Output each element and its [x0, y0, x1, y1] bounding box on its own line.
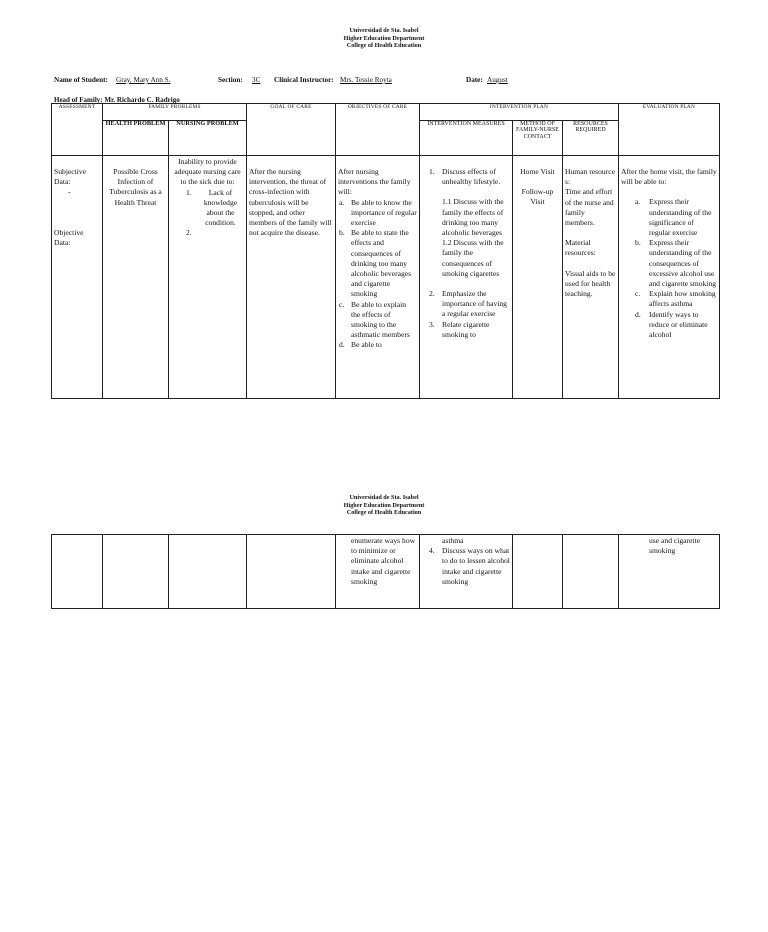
- intervention-marker: 2.: [429, 289, 435, 299]
- assessment-header: ASSESSMENT: [52, 104, 103, 156]
- health-problem-cell: [103, 535, 169, 609]
- assessment-cell: [52, 156, 103, 399]
- evaluation-marker: d.: [635, 309, 641, 319]
- page1-header: [0, 27, 768, 50]
- resources-human-label: Human resource s:: [565, 167, 615, 187]
- college-name: College of Health Education: [346, 509, 422, 517]
- goal-text: After the nursing intervention, the threat of cross-infection with tuberculosis will be stopped, and other members of the family will not acquire the disease.: [249, 167, 332, 238]
- intervention-plan-header: INTERVENTION PLAN: [420, 104, 619, 121]
- evaluation-d: Identify ways to reduce or eliminate alcohol: [649, 309, 708, 340]
- objectives-cell: [336, 156, 420, 399]
- intervention-measures-cell: [420, 156, 513, 399]
- college-name: College of Health Education: [346, 42, 422, 50]
- evaluation-marker: a.: [635, 197, 641, 207]
- family-problems-header: FAMILY PROBLEMS: [103, 104, 247, 121]
- university-name: Universidad de Sta. Isabel: [349, 494, 419, 501]
- goal-of-care-header: GOAL OF CARE: [247, 104, 336, 156]
- student-value: Gray, Mary Ann S.: [116, 76, 171, 84]
- nursing-item-number: 2.: [186, 228, 192, 238]
- nursing-item-text: Lack of knowledge about the condition.: [203, 187, 238, 228]
- resources-cell: [563, 535, 619, 609]
- intervention-marker: 1.: [429, 167, 435, 176]
- department-name: Higher Education Department: [343, 501, 425, 509]
- objectives-of-care-header: OBJECTIVES OF CARE: [336, 104, 420, 156]
- intervention-1: Discuss effects of unhealthy lifestyle.: [442, 167, 501, 187]
- resources-cell: [563, 156, 619, 399]
- objective-marker: a.: [339, 197, 345, 207]
- care-plan-table-continued: [51, 534, 720, 609]
- nursing-problem-intro: Inability to provide adequate nursing care to the sick due to:: [174, 157, 241, 187]
- evaluation-b: Express their understanding of the consequences of excessive alcohol use and cigarette smoking: [649, 238, 717, 289]
- objectives-cell: [336, 535, 420, 609]
- intervention-1-1: 1.1 Discuss with the family the effects of drinking too many alcoholic beverages: [442, 197, 504, 238]
- objectives-intro: After nursing interventions the family will:: [338, 167, 411, 197]
- method-of-contact-header: METHOD OF FAMILY-NURSE CONTACT: [513, 121, 563, 156]
- objective-marker: c.: [339, 299, 345, 309]
- objective-a: Be able to know the importance of regular exercise: [351, 197, 417, 228]
- table-row: [52, 535, 720, 609]
- student-label: Name of Student:: [54, 76, 108, 84]
- evaluation-marker: c.: [635, 289, 641, 299]
- assessment-cell: [52, 535, 103, 609]
- date-value: August: [487, 76, 508, 84]
- evaluation-plan-header: EVALUATION PLAN: [619, 104, 720, 156]
- date-label: Date:: [466, 76, 483, 84]
- resources-material-label: Material resources:: [565, 238, 596, 258]
- instructor-label: Clinical Instructor:: [274, 76, 334, 84]
- nursing-item-number: 1.: [186, 187, 192, 197]
- university-name: Universidad de Sta. Isabel: [349, 27, 419, 34]
- table-row: [52, 156, 720, 399]
- health-problem-cell: [103, 156, 169, 399]
- evaluation-intro: After the home visit, the family will be able to:: [621, 167, 717, 187]
- goal-of-care-cell: [247, 156, 336, 399]
- objective-c: Be able to explain the effects of smoking to the asthmatic members: [351, 299, 410, 340]
- method-follow-up-visit: Follow-up Visit: [521, 187, 554, 207]
- intervention-measures-cell: [420, 535, 513, 609]
- intervention-continued: asthma: [442, 536, 464, 545]
- objective-marker: d.: [339, 340, 345, 350]
- resources-required-header: RESOURCES REQUIRED: [563, 121, 619, 156]
- intervention-marker: 3.: [429, 319, 435, 329]
- section-value: 3C: [252, 76, 261, 84]
- health-problem-text: Possible Cross Infection of Tuberculosis as a Health Threat: [109, 167, 162, 207]
- objective-marker: b.: [339, 228, 345, 238]
- resources-material-detail: Visual aids to be used for health teaching.: [565, 268, 616, 299]
- resources-human-detail: Time and effort of the nurse and family members.: [565, 187, 614, 228]
- instructor-value: Mrs. Tessie Royta: [340, 76, 392, 84]
- nursing-problem-header: NURSING PROBLEM: [169, 121, 247, 156]
- intervention-3: Relate cigarette smoking to: [442, 319, 490, 339]
- objective-data-label: Objective Data:: [54, 227, 84, 247]
- head-of-family: Head of Family: Mr. Richardo C. Radrigo: [54, 96, 180, 104]
- intervention-1-2: 1.2 Discuss with the family the consequences of smoking cigarettes: [442, 238, 504, 278]
- nursing-problem-cell: [169, 156, 247, 399]
- nursing-problem-cell: [169, 535, 247, 609]
- intervention-measures-header: INTERVENTION MEASURES: [420, 121, 513, 156]
- intervention-2: Emphasize the importance of having a regular exercise: [442, 289, 507, 319]
- intervention-4: Discuss ways on what to do to lessen alcohol intake and cigarette smoking: [442, 546, 510, 586]
- evaluation-a: Express their understanding of the significance of regular exercise: [649, 197, 712, 238]
- page2-header: [0, 494, 768, 517]
- health-problem-header: HEALTH PROBLEM: [103, 121, 169, 156]
- objectives-continued: enumerate ways how to minimize or eliminate alcohol intake and cigarette smoking: [351, 536, 416, 586]
- method-home-visit: Home Visit: [520, 167, 555, 176]
- subjective-data-label: Subjective Data:: [54, 167, 87, 187]
- objective-b: Be able to state the effects and consequences of drinking too many alcoholic beverages and cigarette smoking: [351, 228, 412, 299]
- subjective-data-value: -: [68, 187, 71, 197]
- care-plan-table: [51, 103, 720, 399]
- evaluation-c: Explain how smoking affects asthma: [649, 289, 716, 309]
- method-of-contact-cell: [513, 535, 563, 609]
- method-of-contact-cell: [513, 156, 563, 399]
- section-label: Section:: [218, 76, 243, 84]
- objective-d: Be able to: [351, 340, 382, 350]
- goal-of-care-cell: [247, 535, 336, 609]
- evaluation-cell: [619, 535, 720, 609]
- evaluation-marker: b.: [635, 238, 641, 248]
- department-name: Higher Education Department: [343, 34, 425, 42]
- intervention-marker: 4.: [429, 546, 435, 556]
- evaluation-cell: [619, 156, 720, 399]
- evaluation-continued: use and cigarette smoking: [649, 536, 701, 556]
